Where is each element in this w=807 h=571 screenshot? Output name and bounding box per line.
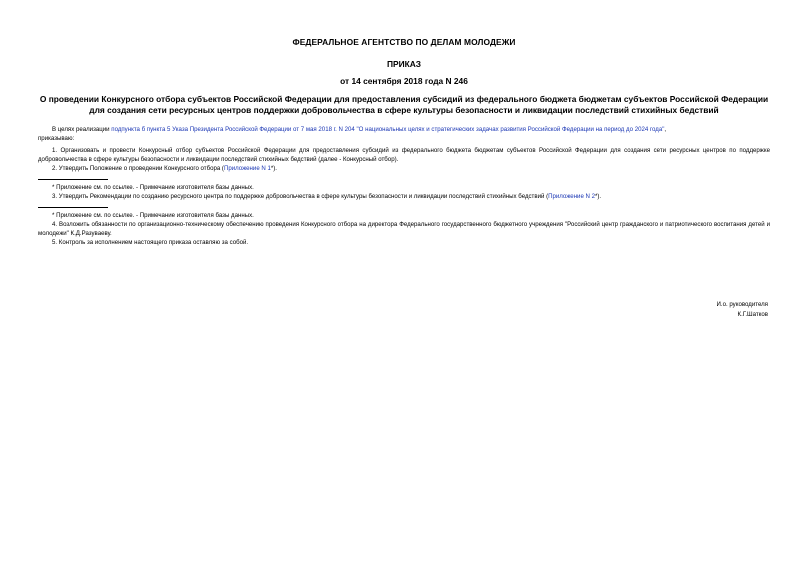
footnote-divider: [38, 207, 108, 208]
footnote-1: * Приложение см. по ссылке. - Примечание изготовителя базы данных.: [52, 184, 254, 191]
order-word: приказываю:: [38, 135, 75, 142]
signature-block: [38, 300, 768, 320]
document-title: О проведении Конкурсного отбора субъектов Российской Федерации для предоставления субсидий из федерального бюджета бюджетам субъектов Российской Федерации для создания сети ресурсных центров поддержки добровольчества в сфере культуры безопасности и ликвидации последствий стихийных бедствий: [39, 94, 769, 115]
footnote-divider: [38, 179, 108, 180]
item-2-prefix: 2. Утвердить Положение о проведении Конкурсного отбора (: [52, 165, 224, 172]
item-2: [38, 164, 770, 173]
signatory-name: К.Г.Шатков: [737, 311, 768, 318]
item-2-suffix: *).: [270, 165, 277, 172]
item-3-suffix: *).: [595, 193, 602, 200]
agency-heading: ФЕДЕРАЛЬНОЕ АГЕНТСТВО ПО ДЕЛАМ МОЛОДЕЖИ: [292, 37, 516, 47]
item-3: [38, 192, 770, 201]
preamble-paragraph: [38, 125, 770, 134]
signatory-position: И.о. руководителя: [716, 301, 768, 308]
decree-link[interactable]: подпункта б пункта 5 Указа Президента Российской Федерации от 7 мая 2018 г. N 204 "О национальных целях и стратегических задачах развития Российской Федерации на период до 2024 года": [111, 126, 665, 133]
document-body: [38, 125, 770, 247]
footnote-2: * Приложение см. по ссылке. - Примечание изготовителя базы данных.: [52, 212, 254, 219]
item-3-prefix: 3. Утвердить Рекомендации по созданию ресурсного центра по поддержке добровольчества в сфере культуры безопасности и ликвидации последствий стихийных бедствий (: [52, 193, 549, 200]
document-type-heading: ПРИКАЗ: [386, 59, 422, 69]
preamble-suffix: ,: [664, 126, 667, 133]
item-5: 5. Контроль за исполнением настоящего приказа оставляю за собой.: [52, 239, 249, 246]
appendix-1-link[interactable]: Приложение N 1: [223, 165, 271, 172]
preamble-prefix: В целях реализации: [52, 126, 112, 133]
document-date-number: от 14 сентября 2018 года N 246: [340, 76, 468, 86]
appendix-2-link[interactable]: Приложение N 2: [548, 193, 596, 200]
item-4: 4. Возложить обязанности по организационно-техническому обеспечению проведения Конкурсного отбора на директора Федерального государственного бюджетного учреждения "Российский центр гражданского и патриотического воспитания детей и молодежи" К.Д.Разуваеву.: [38, 221, 770, 237]
item-1: 1. Организовать и провести Конкурсный отбор субъектов Российской Федерации для предоставления субсидий из федерального бюджета бюджетам субъектов Российской Федерации для создания сети ресурсных центров по поддержке добровольчества в сфере культуры безопасности и ликвидации последствий стихийных бедствий (далее - Конкурсный отбор).: [38, 147, 770, 163]
